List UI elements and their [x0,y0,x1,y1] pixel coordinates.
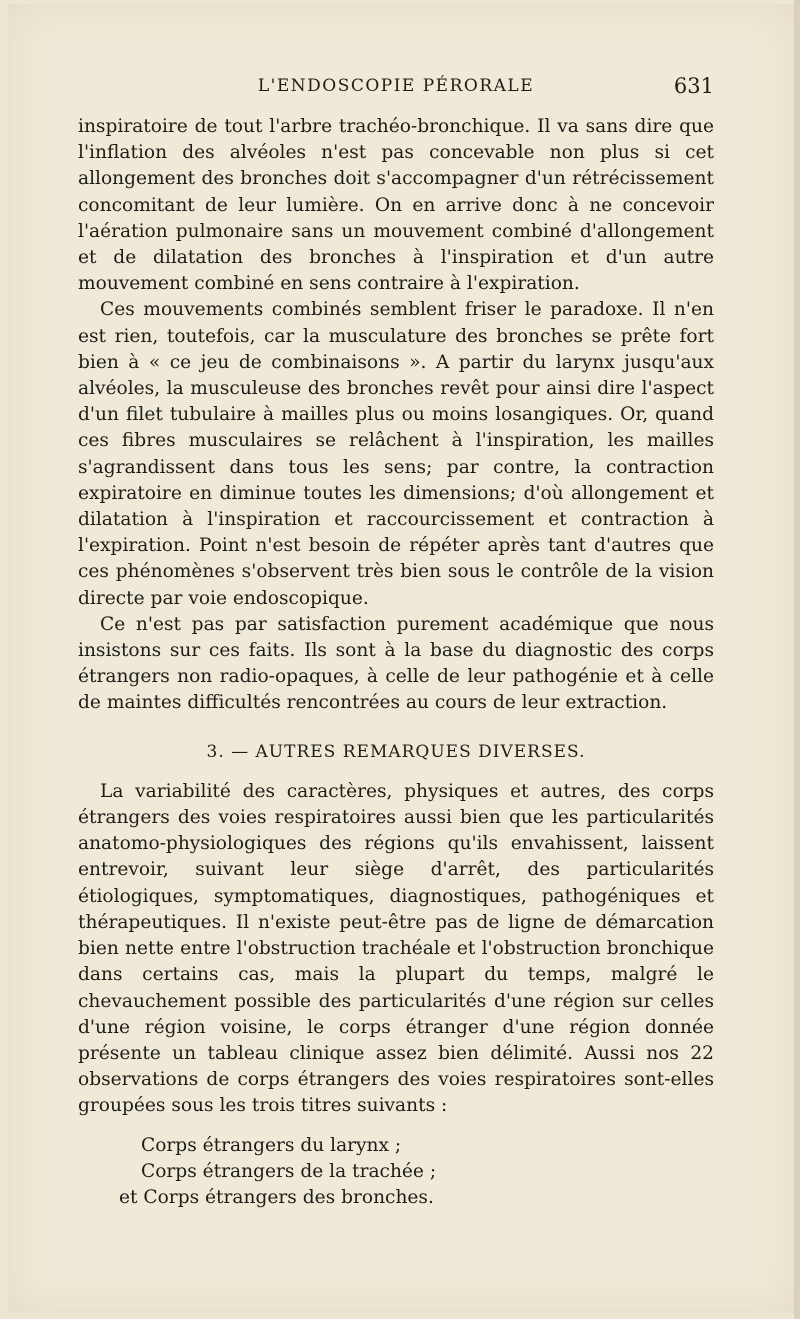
page-header [78,74,714,104]
running-head: L'ENDOSCOPIE PÉRORALE [257,76,535,96]
paragraph-continued: inspiratoire de tout l'arbre trachéo-bronchique. Il va sans dire que l'inflation des alvéoles n'est pas concevable non plus si cet allongement des bronches doit s'accompagner d'un rétrécissement concomitant de leur lumière. On en arrive donc à ne concevoir l'aération pulmonaire sans un mouvement combiné d'allongement et de dilatation des bronches à l'inspiration et d'un autre mouvement combiné en sens contraire à l'expiration. [78,116,714,295]
list-item: Corps étrangers de la trachée ; [141,1160,437,1182]
page-number: 631 [673,74,714,98]
body-text [78,114,714,1211]
list-item: Corps étrangers du larynx ; [141,1134,402,1156]
page-edge [794,0,800,1319]
paragraph: Ce n'est pas par satisfaction purement académique que nous insistons sur ces faits. Ils sont à la base du diagnostic des corps étrangers non radio-opaques, à celle de leur pathogénie et à celle de maintes difficultés rencontrées au cours de leur extraction. [78,613,714,714]
paragraph: Ces mouvements combinés semblent friser le paradoxe. Il n'en est rien, toutefois, car la musculature des bronches se prête fort bien à « ce jeu de combinaisons ». A partir du larynx jusqu'aux alvéoles, la musculeuse des bronches revêt pour ainsi dire l'aspect d'un filet tubulaire à mailles plus ou moins losangiques. Or, quand ces fibres musculaires se relâchent à l'inspiration, les mailles s'agrandissent dans tous les sens; par contre, la contraction expiratoire en diminue toutes les dimensions; d'où allongement et dilatation à l'inspiration et raccourcissement et contraction à l'expiration. Point n'est besoin de répéter après tant d'autres que ces phénomènes s'observent très bien sous le contrôle de la vision directe par voie endoscopique. [78,299,714,609]
section-paragraph: La variabilité des caractères, physiques et autres, des corps étrangers des voies respiratoires aussi bien que les particularités anatomo-physiologiques des régions qu'ils envahissent, laissent entrevoir, suivant leur siège d'arrêt, des particularités étiologiques, symptomatiques, diagnostiques, pathogéniques et thérapeutiques. Il n'existe peut-être pas de ligne de démarcation bien nette entre l'obstruction trachéale et l'obstruction bronchique dans certains cas, mais la plupart du temps, malgré le chevauchement possible des particularités d'une région sur celles d'une région voisine, le corps étranger d'une région donnée présente un tableau clinique assez bien délimité. Aussi nos 22 observations de corps étrangers des voies respiratoires sont-elles groupées sous les trois titres suivants : [78,780,714,1117]
section-title: 3. — AUTRES REMARQUES DIVERSES. [206,741,586,762]
category-list [78,1133,714,1211]
list-item: et Corps étrangers des bronches. [119,1186,434,1208]
